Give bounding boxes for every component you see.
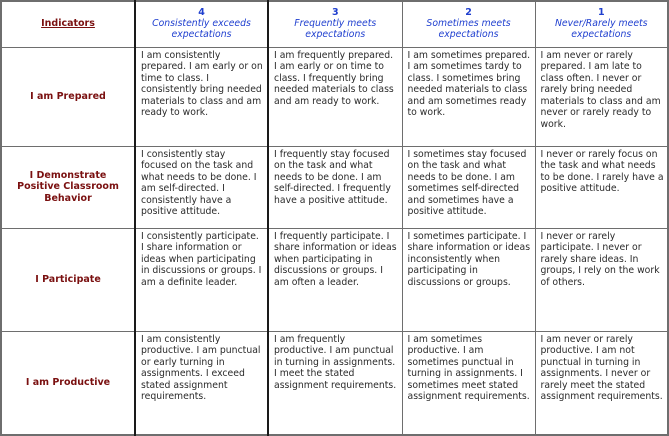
rubric-cell-3: I frequently participate. I share information or ideas when participating in discussions or groups. I am often a leader. [268,228,402,331]
level-score: 2 [465,7,472,19]
rubric-cell-1: I am never or rarely prepared. I am late to class often. I never or rarely bring needed materials to class and am never or rarely ready to work. [535,47,668,146]
table-row-participate [1,228,668,331]
table-row-prepared [1,47,668,146]
rubric-cell-2: I sometimes participate. I share information or ideas inconsistently when participating in discussions or groups. [402,228,535,331]
rubric-cell-4: I am consistently prepared. I am early or on time to class. I consistently bring needed materials to class and am ready to work. [135,47,268,146]
level-header-2 [402,1,535,47]
rubric-cell-4: I consistently participate. I share information or ideas when participating in discussions or groups. I am a definite leader. [135,228,268,331]
rubric-cell-3: I frequently stay focused on the task and what needs to be done. I am self-directed. I frequently have a positive attitude. [268,146,402,228]
level-description: Never/Rarely meets expectations [554,18,648,41]
table-row-behavior [1,146,668,228]
level-description: Frequently meets expectations [294,18,377,41]
indicator-label: I Demonstrate Positive Classroom Behavior [1,146,135,228]
level-description: Sometimes meets expectations [426,18,511,41]
rubric-cell-3: I am frequently productive. I am punctual in turning in assignments. I meet the stated assignment requirements. [268,331,402,435]
indicator-label: I am Productive [1,331,135,435]
level-score: 1 [597,7,605,19]
rubric-cell-1: I never or rarely focus on the task and what needs to be done. I rarely have a positive attitude. [535,146,668,228]
rubric-cell-2: I sometimes stay focused on the task and what needs to be done. I am sometimes self-directed and sometimes have a positive attitude. [402,146,535,228]
rubric-cell-2: I am sometimes prepared. I am sometimes tardy to class. I sometimes bring needed materials to class and am sometimes ready to work. [402,47,535,146]
rubric-cell-2: I am sometimes productive. I am sometimes punctual in turning in assignments. I sometimes meet stated assignment requirements. [402,331,535,435]
rubric-cell-1: I am never or rarely productive. I am not punctual in turning in assignments. I never or rarely meet the stated assignment requirements. [535,331,668,435]
level-header-1 [535,1,668,47]
rubric-cell-3: I am frequently prepared. I am early or on time to class. I frequently bring needed materials to class and am ready to work. [268,47,402,146]
indicators-header: Indicators [1,1,135,47]
level-header-3 [268,1,402,47]
indicator-label: I am Prepared [1,47,135,146]
indicator-label: I Participate [1,228,135,331]
level-score: 4 [198,7,205,19]
level-description: Consistently exceeds expectations [152,18,251,41]
level-header-4 [135,1,268,47]
rubric-cell-4: I am consistently productive. I am punctual or early turning in assignments. I exceed stated assignment requirements. [135,331,268,435]
level-score: 3 [331,7,339,19]
header-row [1,1,668,47]
rubric-cell-4: I consistently stay focused on the task and what needs to be done. I am self-directed. I consistently have a positive attitude. [135,146,268,228]
table-row-productive [1,331,668,435]
rubric-cell-1: I never or rarely participate. I never or rarely share ideas. In groups, I rely on the work of others. [535,228,668,331]
